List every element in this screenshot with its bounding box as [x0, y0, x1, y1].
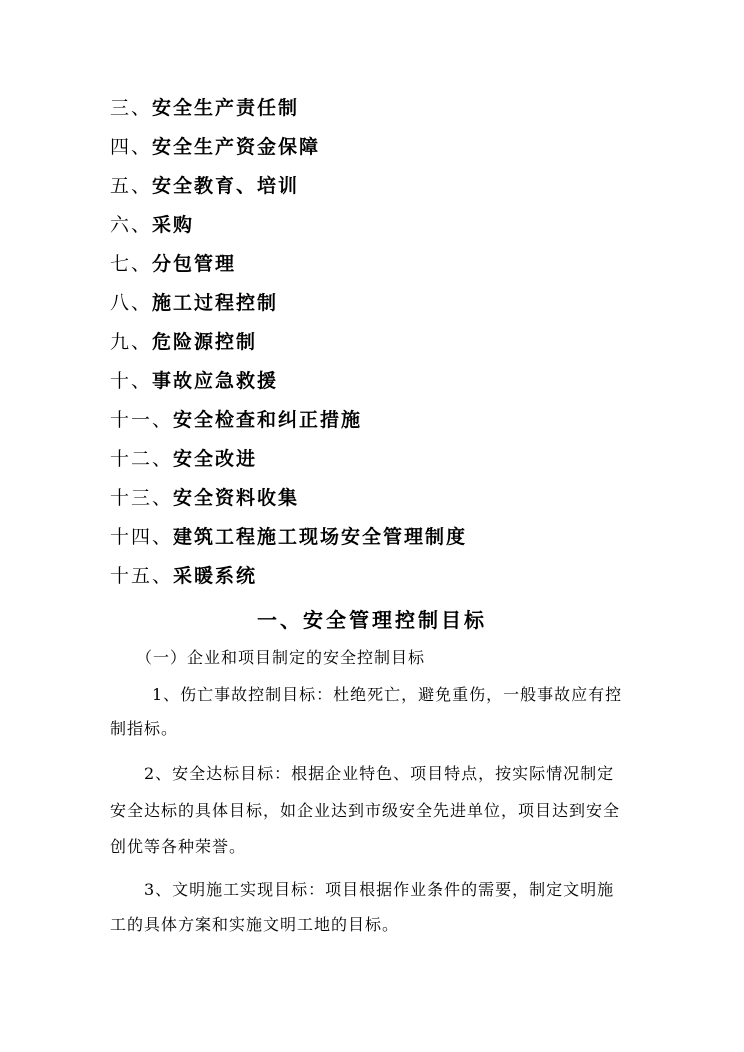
- toc-item: [110, 330, 257, 354]
- toc-item-number: 六、: [110, 214, 153, 236]
- toc-item-number: 三、: [110, 97, 153, 119]
- toc-item-number: 十、: [110, 370, 153, 392]
- toc-item-title: 建筑工程施工现场安全管理制度: [173, 526, 468, 548]
- toc-item: [110, 564, 257, 588]
- toc-item-title: 安全资料收集: [173, 487, 300, 509]
- toc-item-number: 十二、: [110, 448, 174, 470]
- toc-item: [110, 96, 299, 120]
- toc-item: [110, 408, 362, 432]
- toc-item: [110, 213, 194, 237]
- toc-item-title: 安全生产责任制: [152, 97, 300, 119]
- toc-item: [110, 135, 320, 159]
- paragraph-line: 制指标。: [110, 719, 179, 738]
- toc-item-title: 危险源控制: [152, 331, 258, 353]
- paragraph-line: 1、伤亡事故控制目标：杜绝死亡，避免重伤，一般事故应有控: [152, 685, 623, 704]
- toc-item-number: 十一、: [110, 409, 174, 431]
- paragraph-line: 3、文明施工实现目标：项目根据作业条件的需要，制定文明施: [144, 880, 615, 899]
- toc-item-title: 安全生产资金保障: [152, 136, 321, 158]
- section-subheading: （一）企业和项目制定的安全控制目标: [136, 648, 426, 667]
- toc-item-number: 五、: [110, 175, 153, 197]
- toc-item-number: 十三、: [110, 487, 174, 509]
- toc-item: [110, 291, 278, 315]
- toc-item-title: 安全检查和纠正措施: [173, 409, 363, 431]
- section-heading: 一、安全管理控制目标: [257, 608, 487, 632]
- toc-item-title: 施工过程控制: [152, 292, 279, 314]
- toc-item: [110, 525, 467, 549]
- toc-item-number: 十五、: [110, 565, 174, 587]
- toc-item-title: 采购: [152, 214, 195, 236]
- toc-item: [110, 252, 236, 276]
- toc-item-number: 九、: [110, 331, 153, 353]
- toc-item: [110, 369, 278, 393]
- toc-item: [110, 174, 299, 198]
- toc-item-title: 采暖系统: [173, 565, 258, 587]
- toc-item: [110, 486, 299, 510]
- toc-item-number: 八、: [110, 292, 153, 314]
- toc-item-title: 安全改进: [173, 448, 258, 470]
- toc-item-number: 七、: [110, 253, 153, 275]
- paragraph-line: 2、安全达标目标：根据企业特色、项目特点，按实际情况制定: [144, 764, 615, 783]
- paragraph-line: 工的具体方案和实施文明工地的目标。: [110, 915, 400, 934]
- toc-item-number: 四、: [110, 136, 153, 158]
- toc-item-number: 十四、: [110, 526, 174, 548]
- toc-item-title: 分包管理: [152, 253, 237, 275]
- paragraph-line: 创优等各种荣誉。: [110, 837, 247, 856]
- paragraph-line: 安全达标的具体目标，如企业达到市级安全先进单位，项目达到安全: [110, 801, 621, 820]
- toc-item-title: 安全教育、培训: [152, 175, 300, 197]
- toc-item-title: 事故应急救援: [152, 370, 279, 392]
- toc-item: [110, 447, 257, 471]
